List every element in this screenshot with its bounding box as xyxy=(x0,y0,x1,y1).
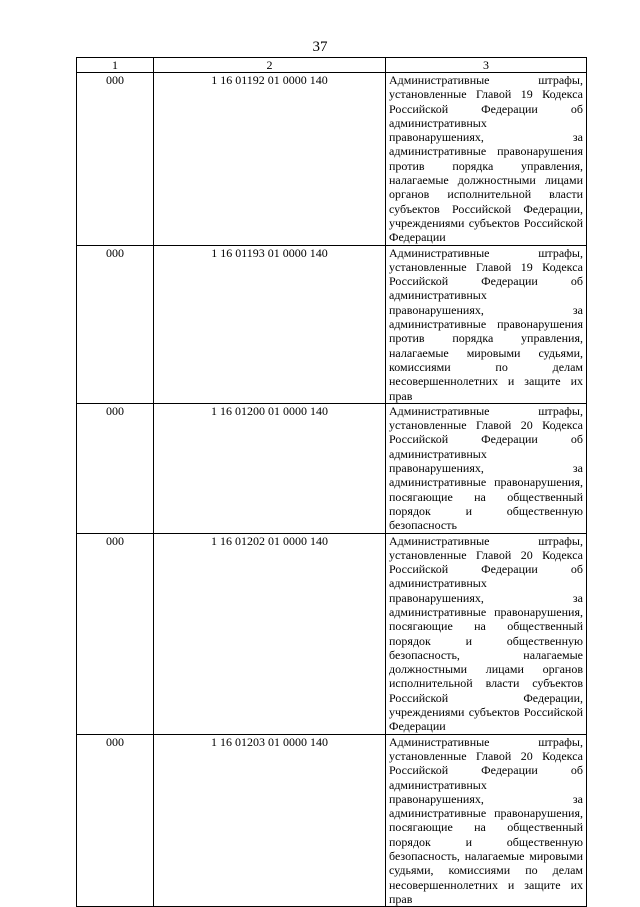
table-row xyxy=(77,533,587,734)
description-cell: Административные штрафы, установленные Главой 19 Кодекса Российской Федерации об административных правонарушениях, за административные правонарушения против порядка управления, налагаемые должностными лицами органов исполнительной власти субъектов Российской Федерации, учреждениями субъектов Российской Федерации xyxy=(386,73,587,246)
admin-code-cell: 000 xyxy=(77,73,154,246)
description-cell: Административные штрафы, установленные Главой 20 Кодекса Российской Федерации об административных правонарушениях, за административные правонарушения, посягающие на общественный порядок и общественную безопасность xyxy=(386,403,587,533)
admin-code-cell: 000 xyxy=(77,403,154,533)
kbk-code-cell: 1 16 01203 01 0000 140 xyxy=(154,734,386,907)
column-header-2: 2 xyxy=(154,58,386,73)
table-row xyxy=(77,403,587,533)
kbk-code-cell: 1 16 01192 01 0000 140 xyxy=(154,73,386,246)
table-row xyxy=(77,245,587,403)
budget-codes-table xyxy=(76,57,587,907)
admin-code-cell: 000 xyxy=(77,245,154,403)
column-header-3: 3 xyxy=(386,58,587,73)
description-cell: Административные штрафы, установленные Главой 20 Кодекса Российской Федерации об административных правонарушениях, за административные правонарушения, посягающие на общественный порядок и общественную безопасность, налагаемые мировыми судьями, комиссиями по делам несовершеннолетних и защите их прав xyxy=(386,734,587,907)
kbk-code-cell: 1 16 01202 01 0000 140 xyxy=(154,533,386,734)
description-cell: Административные штрафы, установленные Главой 19 Кодекса Российской Федерации об административных правонарушениях, за административные правонарушения против порядка управления, налагаемые мировыми судьями, комиссиями по делам несовершеннолетних и защите их прав xyxy=(386,245,587,403)
table-row xyxy=(77,734,587,907)
kbk-code-cell: 1 16 01193 01 0000 140 xyxy=(154,245,386,403)
page-number: 37 xyxy=(312,39,328,55)
header-row xyxy=(77,58,587,73)
admin-code-cell: 000 xyxy=(77,533,154,734)
description-cell: Административные штрафы, установленные Главой 20 Кодекса Российской Федерации об административных правонарушениях, за административные правонарушения, посягающие на общественный порядок и общественную безопасность, налагаемые должностными лицами органов исполнительной власти субъектов Российской Федерации, учреждениями субъектов Российской Федерации xyxy=(386,533,587,734)
column-header-1: 1 xyxy=(77,58,154,73)
table-row xyxy=(77,73,587,246)
table-header xyxy=(77,58,587,73)
table-body xyxy=(77,73,587,907)
kbk-code-cell: 1 16 01200 01 0000 140 xyxy=(154,403,386,533)
admin-code-cell: 000 xyxy=(77,734,154,907)
